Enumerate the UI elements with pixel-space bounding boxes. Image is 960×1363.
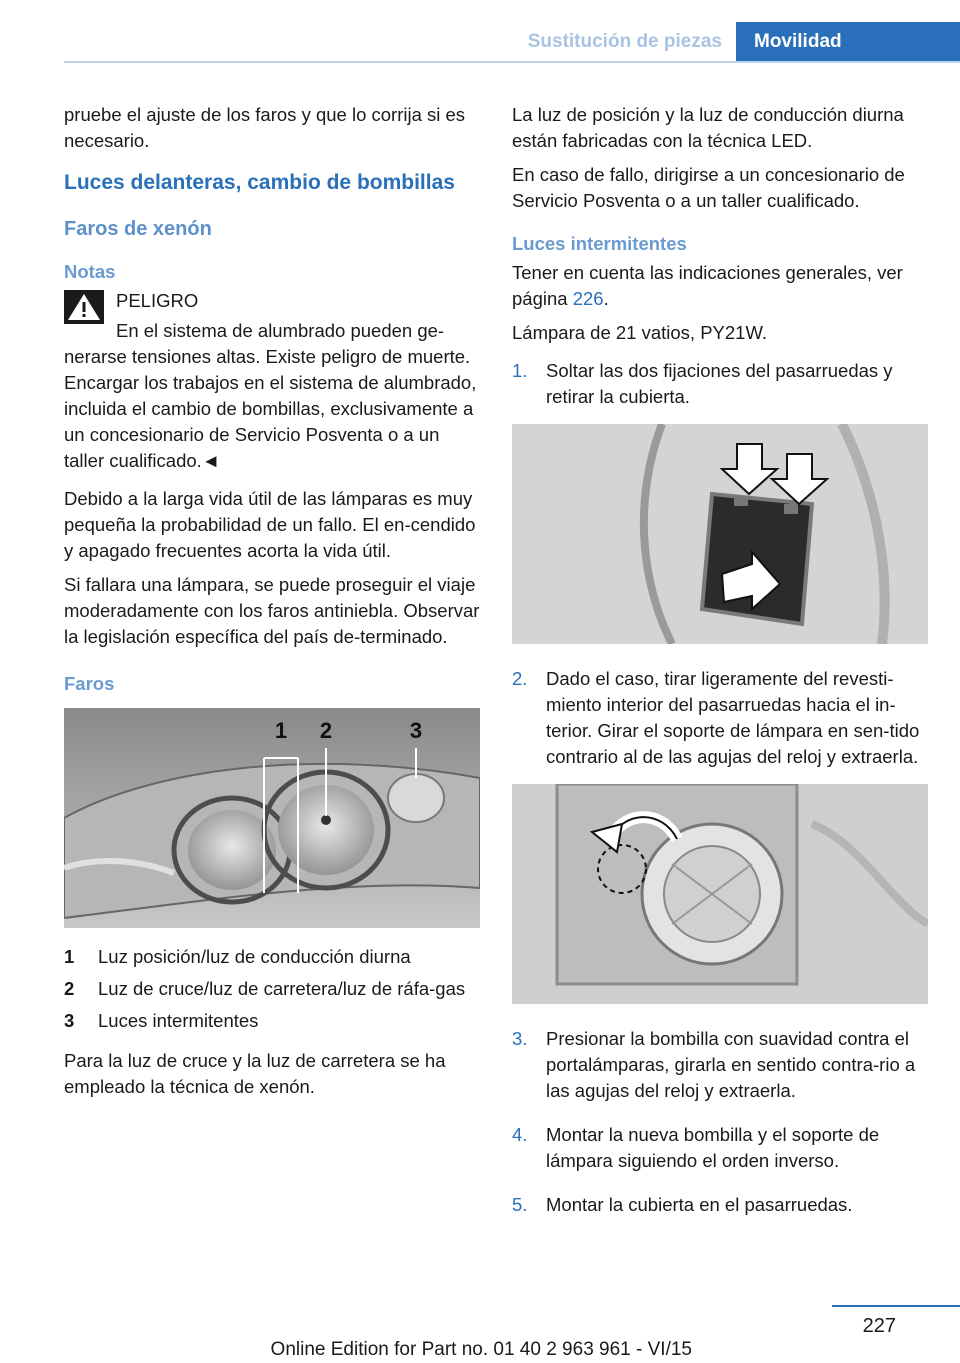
- step-text: Montar la nueva bombilla y el soporte de lámpara siguiendo el orden inverso.: [546, 1124, 880, 1171]
- step-item: [512, 358, 928, 410]
- lamp-life-paragraph: Debido a la larga vida útil de las lámparas es muy pequeña la probabilidad de un fallo. El en-cendido y apagado frecuentes acorta la vida útil.: [64, 488, 476, 561]
- general-notes-paragraph: [512, 260, 928, 312]
- legend-number: 2: [64, 978, 75, 999]
- step-number: 2.: [512, 668, 528, 689]
- step-text: Presionar la bombilla con suavidad contra el portalámparas, girarla en sentido contra-rio a las agujas del reloj y extraerla.: [546, 1028, 916, 1101]
- notes-heading: Notas: [64, 261, 116, 282]
- legend-text: Luz posición/luz de conducción diurna: [98, 946, 411, 967]
- turn-signals-heading: Luces intermitentes: [512, 233, 687, 254]
- legend-item: [64, 944, 480, 970]
- figure-label-2: 2: [319, 718, 333, 743]
- wheel-arch-cover-figure: [512, 424, 928, 644]
- legend-number: 3: [64, 1010, 75, 1031]
- step-item: [512, 1122, 928, 1174]
- warning-triangle-icon: [64, 290, 104, 324]
- legend-text: Luces intermitentes: [98, 1010, 259, 1031]
- figure-legend: [64, 944, 480, 1034]
- step-text: Montar la cubierta en el pasarruedas.: [546, 1194, 853, 1215]
- led-paragraph: La luz de posición y la luz de conducción diurna están fabricadas con la técnica LED.: [512, 104, 904, 151]
- legend-number: 1: [64, 946, 75, 967]
- warning-text: nerarse tensiones altas. Existe peligro de muerte. Encargar los trabajos en el sistema de alumbrado, incluida el cambio de bombillas, exclusivamente a un concesionario de Servicio Posventa o a un taller cualificado.◄: [64, 346, 477, 471]
- subsection-heading: Faros de xenón: [64, 218, 212, 240]
- general-notes-text: Tener en cuenta las indicaciones generales, ver página: [512, 262, 903, 309]
- step-number: 3.: [512, 1028, 528, 1049]
- lamp-spec-paragraph: Lámpara de 21 vatios, PY21W.: [512, 322, 768, 343]
- right-column: [512, 102, 928, 1236]
- figure-label-3: 3: [409, 718, 423, 743]
- xenon-paragraph: Para la luz de cruce y la luz de carretera se ha empleado la técnica de xenón.: [64, 1050, 446, 1097]
- headlight-figure: [64, 708, 480, 928]
- step-text: Soltar las dos fijaciones del pasarruedas y retirar la cubierta.: [546, 360, 893, 407]
- step-text: Dado el caso, tirar ligeramente del revesti-miento interior del pasarruedas hacia el in-terior. Girar el soporte de lámpara en sen-tido contrario al de las agujas del reloj y extraerla.: [546, 668, 920, 767]
- danger-warning: [64, 288, 480, 474]
- header-chapter-tab: Movilidad: [736, 22, 960, 62]
- footer-rule: [832, 1305, 960, 1307]
- service-paragraph: En caso de fallo, dirigirse a un concesionario de Servicio Posventa o a un taller cualificado.: [512, 164, 905, 211]
- warning-text-first: En el sistema de alumbrado pueden ge-: [116, 320, 445, 341]
- steps-list: [512, 358, 928, 1218]
- page-number: 227: [862, 1315, 896, 1337]
- section-heading: Luces delanteras, cambio de bombillas: [64, 171, 455, 194]
- figure-label-1: 1: [274, 718, 288, 743]
- lamp-failure-paragraph: Si fallara una lámpara, se puede proseguir el viaje moderadamente con los faros antiniebla. Observar la legislación específica del país de-terminado.: [64, 574, 480, 647]
- legend-item: [64, 976, 480, 1002]
- step-number: 4.: [512, 1124, 528, 1145]
- header-section: Sustitución de piezas: [527, 31, 722, 52]
- intro-text: pruebe el ajuste de los faros y que lo corrija si es necesario.: [64, 104, 466, 151]
- legend-text: Luz de cruce/luz de carretera/luz de ráfa-gas: [98, 978, 466, 999]
- edition-text: Online Edition for Part no. 01 40 2 963 961 - VI/15: [270, 1339, 692, 1360]
- step-item: [512, 666, 928, 770]
- page-reference-link[interactable]: 226: [572, 288, 604, 309]
- faros-heading: Faros: [64, 673, 115, 694]
- legend-item: [64, 1008, 480, 1034]
- step-number: 1.: [512, 360, 528, 381]
- step-number: 5.: [512, 1194, 528, 1215]
- step-item: [512, 1192, 928, 1218]
- left-column: [64, 102, 480, 1108]
- step-item: [512, 1026, 928, 1104]
- warning-title: PELIGRO: [116, 290, 199, 311]
- header-rule: [64, 61, 960, 63]
- general-notes-period: .: [603, 288, 609, 309]
- lamp-holder-figure: [512, 784, 928, 1004]
